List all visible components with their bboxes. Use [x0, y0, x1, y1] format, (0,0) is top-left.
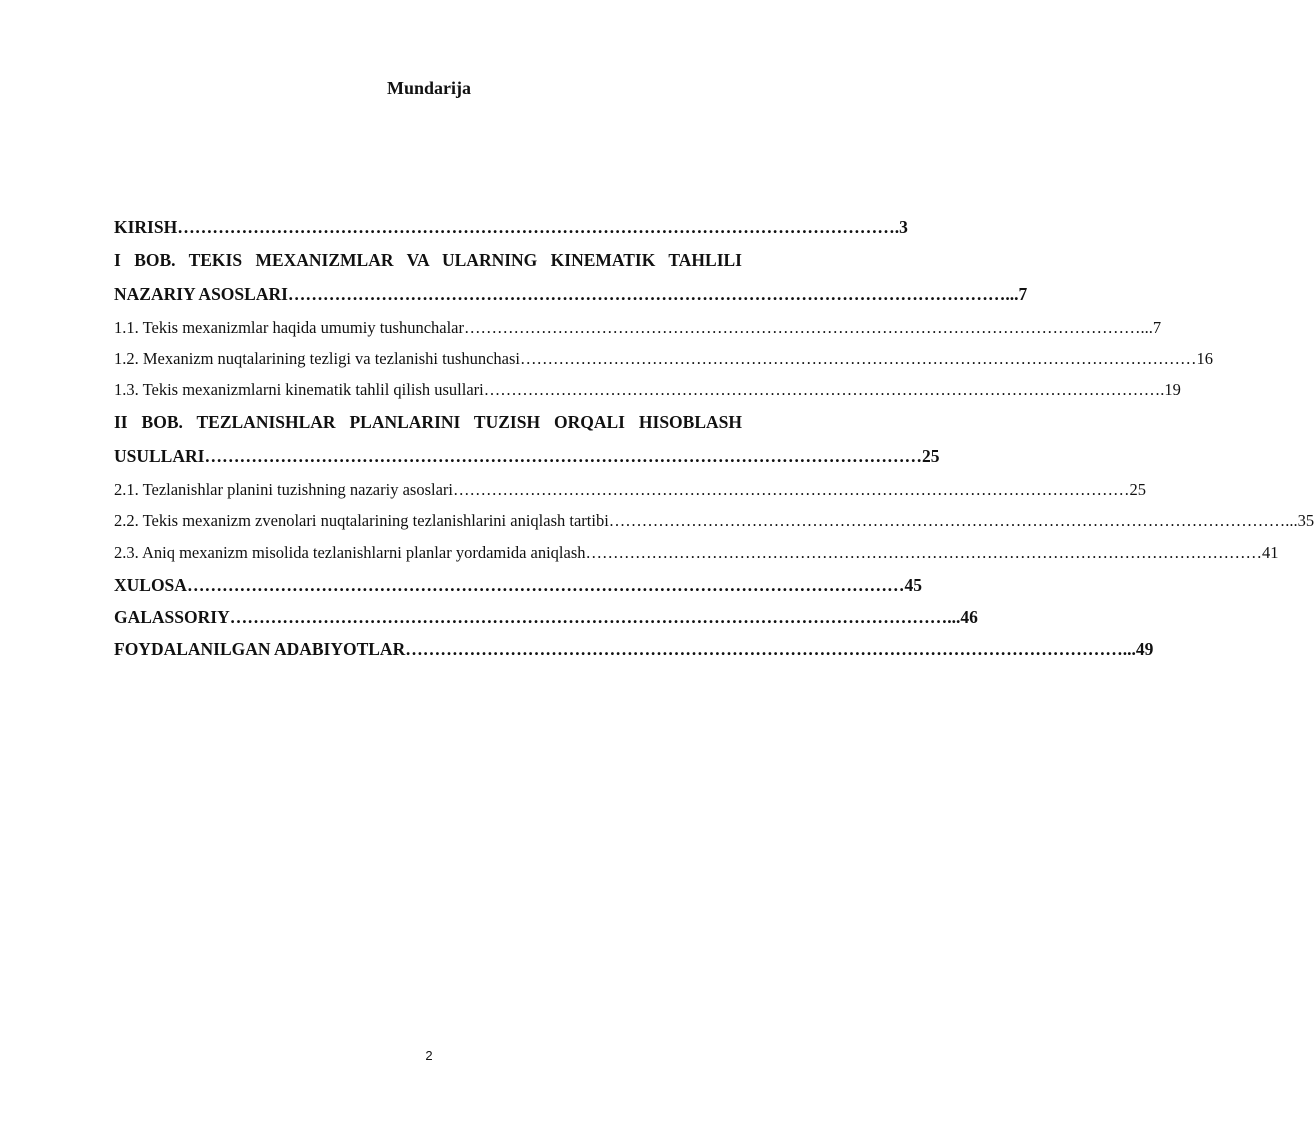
- toc-entry-2-1: [114, 480, 1146, 500]
- toc-entry-page: 45: [904, 575, 922, 595]
- page-number: 2: [425, 1048, 433, 1063]
- dot-leader: ……………………………………………………………………………………………………………: [519, 349, 1197, 368]
- toc-entry-label: XULOSA: [114, 575, 187, 595]
- toc-entry-label: 2.1. Tezlanishlar planini tuzishning nazariy asoslari: [114, 480, 453, 499]
- toc-entry-chapter-2: [114, 446, 940, 467]
- toc-entry-heading-line: I BOB. TEKIS MEXANIZMLAR VA ULARNING KINEMATIK TAHLILI: [114, 250, 742, 270]
- toc-entry-page: 25: [1129, 480, 1146, 499]
- dot-leader: ……………………………………………………………………………………………………………: [229, 607, 948, 627]
- toc-entry-page: .3: [894, 217, 908, 237]
- toc-entry-page: ...7: [1140, 318, 1162, 337]
- dot-leader: ……………………………………………………………………………………………………………: [204, 446, 922, 466]
- toc-entry-chapter-2-heading: [114, 412, 742, 433]
- toc-entry-heading-line: II BOB. TEZLANISHLAR PLANLARINI TUZISH ORQALI HISOBLASH: [114, 412, 742, 432]
- dot-leader: ……………………………………………………………………………………………………………: [483, 380, 1161, 399]
- dot-leader: ……………………………………………………………………………………………………………: [287, 284, 1006, 304]
- toc-entry-kirish: [114, 217, 908, 238]
- toc-entry-chapter-1-heading: [114, 250, 742, 271]
- toc-entry-page: ...46: [947, 607, 978, 627]
- dot-leader: ……………………………………………………………………………………………………………: [177, 217, 895, 237]
- toc-entry-label: KIRISH: [114, 217, 178, 237]
- dot-leader: ……………………………………………………………………………………………………………: [186, 575, 905, 595]
- toc-entry-galassoriy: [114, 607, 978, 628]
- toc-entry-label: 2.3. Aniq mexanizm misolida tezlanishlarni planlar yordamida aniqlash: [114, 543, 586, 562]
- toc-entry-1-2: [114, 349, 1213, 369]
- toc-entry-label: 1.1. Tekis mexanizmlar haqida umumiy tushunchalar: [114, 318, 464, 337]
- toc-entry-page: 25: [921, 446, 940, 466]
- toc-entry-page: ...7: [1005, 284, 1028, 304]
- toc-entry-page: ...35: [1285, 511, 1314, 530]
- toc-entry-page: ...49: [1122, 639, 1154, 659]
- dot-leader: ……………………………………………………………………………………………………………: [585, 543, 1263, 562]
- toc-entry-label: FOYDALANILGAN ADABIYOTLAR: [114, 639, 406, 659]
- toc-entry-label: 2.2. Tekis mexanizm zvenolari nuqtalarining tezlanishlarini aniqlash tartibi: [114, 511, 609, 530]
- dot-leader: ……………………………………………………………………………………………………………: [453, 480, 1130, 499]
- page-title: Mundarija: [386, 78, 471, 98]
- toc-entry-page: 16: [1196, 349, 1213, 368]
- toc-entry-label: NAZARIY ASOSLARI: [114, 284, 288, 304]
- toc-entry-adabiyotlar: [114, 639, 1154, 660]
- toc-entry-label: 1.3. Tekis mexanizmlarni kinematik tahlil qilish usullari: [114, 380, 484, 399]
- toc-entry-2-2: [114, 511, 1314, 531]
- dot-leader: ……………………………………………………………………………………………………………: [464, 318, 1141, 337]
- toc-entry-xulosa: [114, 575, 922, 596]
- dot-leader: ……………………………………………………………………………………………………………: [405, 639, 1123, 659]
- toc-entry-label: GALASSORIY: [114, 607, 230, 627]
- toc-entry-1-3: [114, 380, 1181, 400]
- toc-entry-2-3: [114, 543, 1279, 563]
- toc-entry-chapter-1: [114, 284, 1028, 305]
- toc-entry-1-1: [114, 318, 1162, 338]
- toc-entry-page: 41: [1262, 543, 1279, 562]
- toc-entry-label: 1.2. Mexanizm nuqtalarining tezligi va tezlanishi tushunchasi: [114, 349, 520, 368]
- toc-entry-label: USULLARI: [114, 446, 205, 466]
- toc-entry-page: .19: [1160, 380, 1181, 399]
- dot-leader: ……………………………………………………………………………………………………………: [608, 511, 1286, 530]
